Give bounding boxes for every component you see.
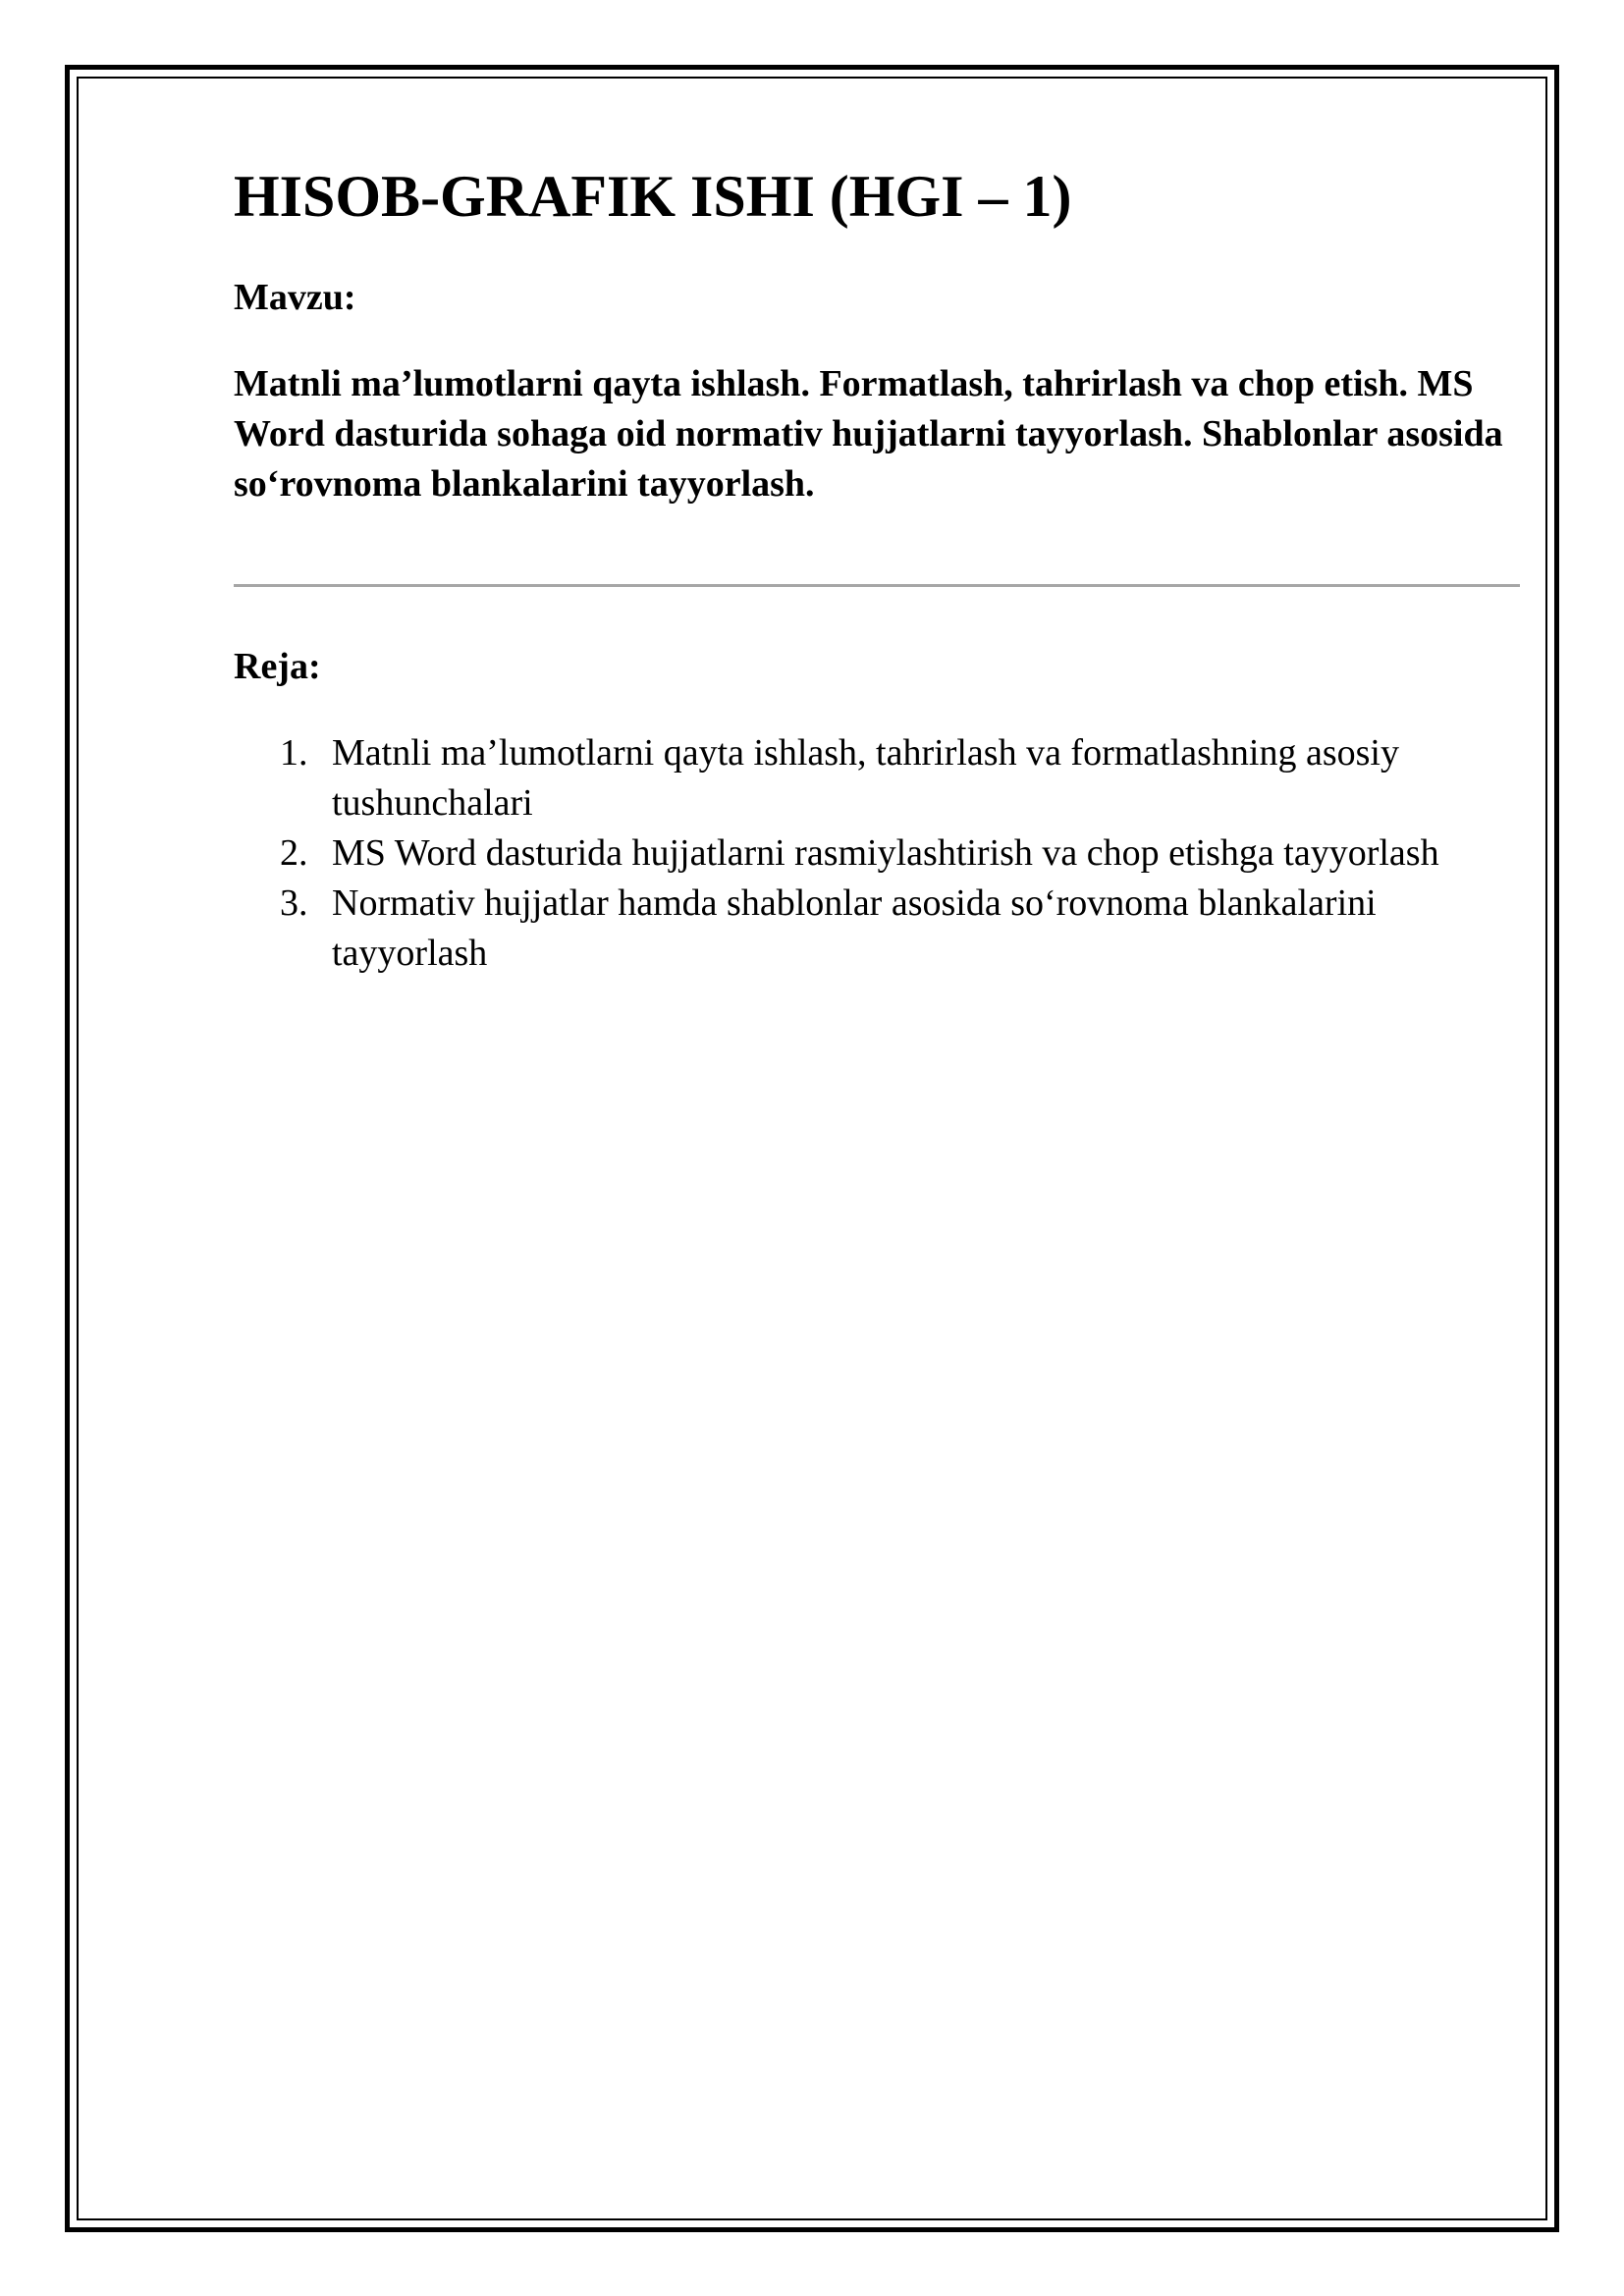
plan-item-text: Normativ hujjatlar hamda shablonlar asosida so‘rovnoma blankalarini tayyorlash [332, 882, 1377, 974]
plan-item-text: Matnli ma’lumotlarni qayta ishlash, tahrirlash va formatlashning asosiy tushunchalari [332, 732, 1399, 824]
document-title: HISOB-GRAFIK ISHI (HGI – 1) [234, 164, 1072, 229]
plan-list [234, 728, 1520, 979]
plan-item [280, 828, 1520, 879]
plan-label: Reja: [234, 646, 321, 687]
topic-label: Mavzu: [234, 277, 356, 318]
plan-item [280, 879, 1520, 979]
plan-item-number: 2. [280, 832, 308, 874]
plan-item-number: 1. [280, 732, 308, 774]
section-divider [234, 584, 1520, 587]
plan-item [280, 728, 1520, 828]
plan-item-text: MS Word dasturida hujjatlarni rasmiylashtirish va chop etishga tayyorlash [332, 832, 1439, 874]
topic-text: Matnli ma’lumotlarni qayta ishlash. Formatlash, tahrirlash va chop etish. MS Word dasturida sohaga oid normativ hujjatlarni tayyorlash. Shablonlar asosida so‘rovnoma blankalarini tayyorlash. [234, 363, 1503, 505]
document-content [234, 157, 1520, 979]
plan-item-number: 3. [280, 882, 308, 924]
